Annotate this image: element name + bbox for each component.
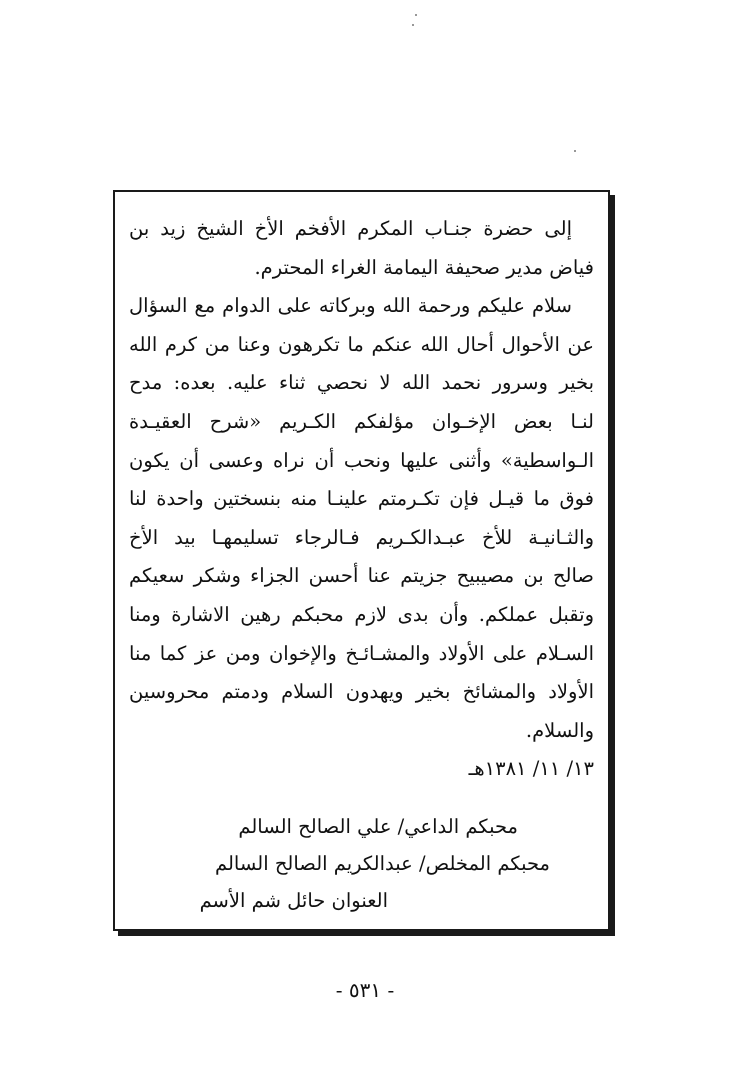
letter-line: فوق ما قيـل فإن تكـرمتم علينـا منه بنسختين واحدة لنا (129, 487, 594, 511)
page-number: - ٥٣١ - (335, 978, 395, 1002)
letter-date: ١٣/ ١١/ ١٣٨١هـ (468, 757, 594, 781)
letter-line: عن الأحوال أحال الله عنكم ما تكرهون وعنا من كرم الله (129, 332, 594, 356)
letter-line: إلى حضرة جنـاب المكرم الأفخم الأخ الشيخ زيد بن (129, 217, 572, 240)
letter-line: لنـا بعض الإخـوان مؤلفكم الكـريم «شرح العقيـدة (129, 409, 594, 433)
scan-speck (574, 150, 576, 152)
letter-line: فياض مدير صحيفة اليمامة الغراء المحترم. (254, 255, 594, 279)
letter-body (129, 210, 594, 790)
letter-line: والثـانيـة للأخ عبـدالكـريم فـالرجاء تسليمهـا بيد الأخ (129, 525, 594, 549)
scan-speck (412, 24, 414, 26)
letter-line: سلام عليكم ورحمة الله وبركاته على الدوام مع السؤال (129, 294, 572, 318)
scan-speck (415, 14, 417, 16)
signature-abdulkarim: محبكم المخلص/ عبدالكريم الصالح السالم (215, 852, 550, 875)
letter-line: والسلام. (525, 718, 594, 742)
letter-address: العنوان حائل شم الأسم (199, 889, 388, 912)
letter-line: بخير وسرور نحمد الله لا نحصي ثناء عليه. بعده: مدح (129, 371, 594, 395)
letter-line: الأولاد والمشائخ بخير ويهدون السلام ودمتم محروسين (129, 680, 594, 704)
letter-line: وتقبل عملكم. وأن بدى لازم محبكم رهين الاشارة ومنا (129, 602, 594, 626)
letter-line: الـواسطية» وأثنى عليها ونحب أن نراه وعسى أن يكون (129, 448, 594, 472)
letter-line: السـلام على الأولاد والمشـائـخ والإخوان ومن عز كما منا (129, 641, 594, 665)
letter-line: صالح بن مصيبيح جزيتم عنا أحسن الجزاء وشكر سعيكم (129, 564, 594, 588)
letter-frame (113, 190, 610, 931)
signature-ali: محبكم الداعي/ علي الصالح السالم (238, 815, 518, 838)
